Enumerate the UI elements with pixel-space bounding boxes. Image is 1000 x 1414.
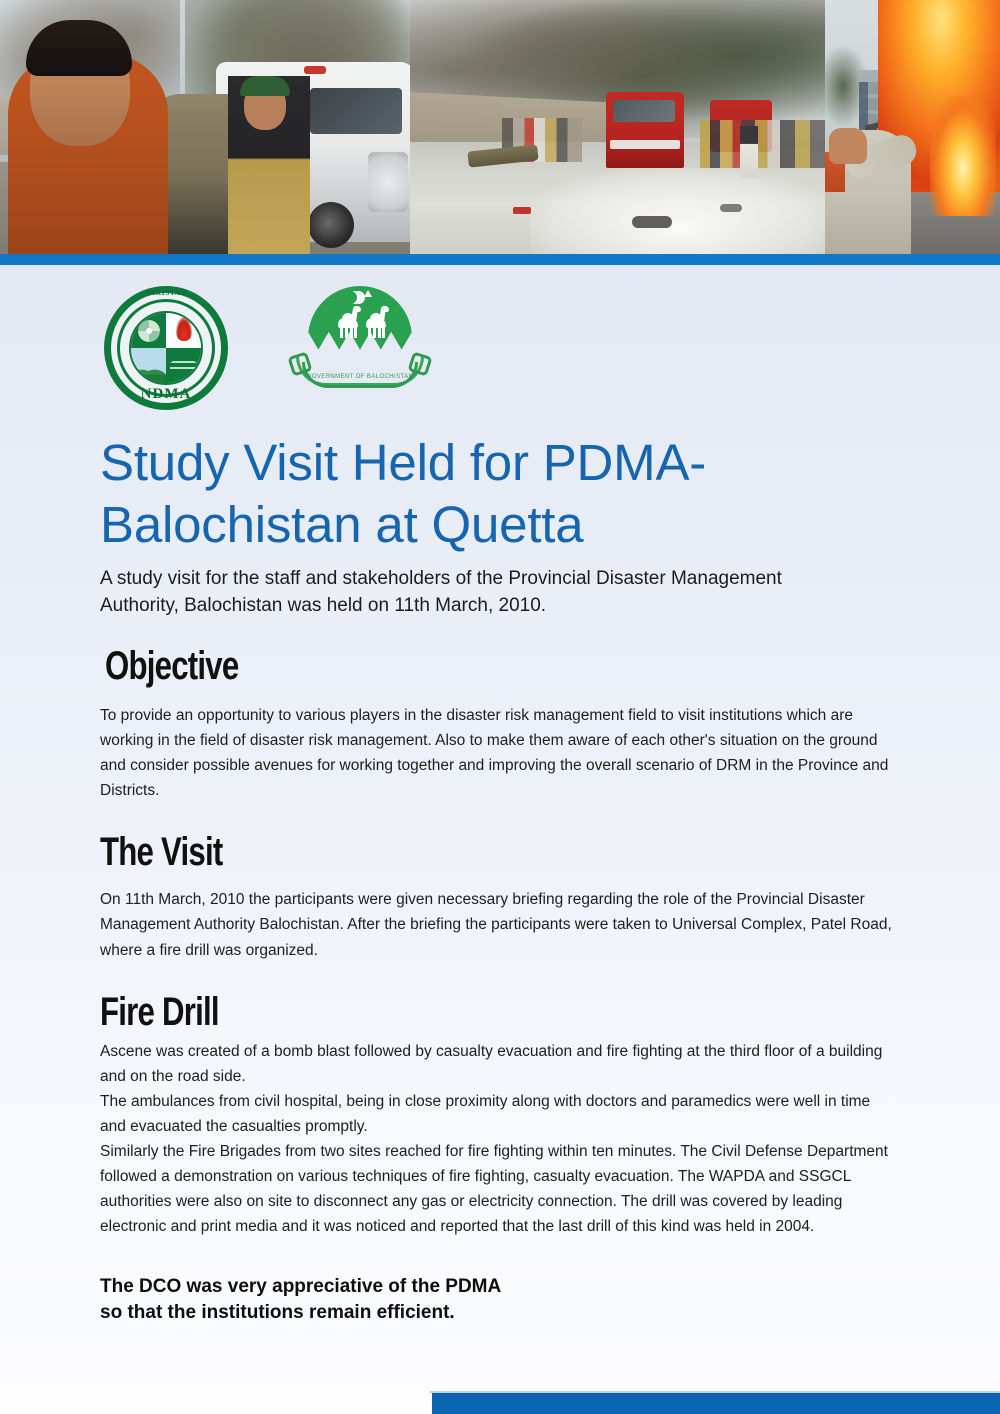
star-icon <box>364 290 372 297</box>
photo1-vehicle-spare-tyre-cover <box>368 152 408 212</box>
photo1-vehicle-window-rear <box>310 88 402 134</box>
photo-fire-and-man-shielding-face <box>825 0 1000 254</box>
page-subtitle: A study visit for the staff and stakeholders of the Provincial Disaster Management Authority, Balochistan was held on 11th March, 2010. <box>100 568 782 616</box>
photo2-red-debris <box>513 207 531 214</box>
section-body-fire-drill-3: Similarly the Fire Brigades from two sites reached for fire fighting within ten minutes. The Civil Defense Department followed a demonstration on various techniques of fire fighting, casualty evacuation. The WAPDA and SSGCL authorities were also on site to disconnect any gas or electricity connection. The drill was covered by leading electronic and print media and it was noticed and reported that the last drill of this kind was held in 2004. <box>100 1143 888 1236</box>
photo2-burn-mark <box>632 216 672 228</box>
section-body-fire-drill-1: Ascene was created of a bomb blast followed by casualty evacuation and fire fighting at the third floor of a building and on the road side. <box>100 1042 883 1085</box>
ndma-cyclone-icon <box>131 313 166 348</box>
photo2-crowd-right <box>700 120 825 168</box>
logo-row <box>104 286 430 410</box>
page-title-line-2: Balochistan at Quetta <box>100 496 584 554</box>
photo1-vehicle-beacon <box>304 66 326 74</box>
scroll-text: GOVERNMENT OF BALOCHISTAN <box>306 374 414 380</box>
balochistan-scroll <box>290 352 430 396</box>
section-heading-objective: Objective <box>105 643 239 688</box>
ndma-flame-icon <box>166 313 201 348</box>
photo1-vehicle-tyre <box>308 202 354 248</box>
camel-icon-right <box>366 308 388 338</box>
document-content <box>100 432 900 1327</box>
photo2-foam-patch <box>530 168 825 254</box>
ndma-flood-icon <box>166 348 201 383</box>
balochistan-government-emblem <box>290 286 430 396</box>
section-heading-the-visit: The Visit <box>100 830 223 875</box>
section-body-the-visit: On 11th March, 2010 the participants were given necessary briefing regarding the role of the Provincial Disaster Management Authority Balochistan. After the briefing the participants were taken to Universal Complex, Patel Road, where a fire drill was organized. <box>100 891 892 959</box>
section-body-objective: To provide an opportunity to various players in the disaster risk management field to visit institutions which are working in the field of disaster risk management. Also to make them aware of each other's situation on the ground and consider possible avenues for working together and improving the overall scenario of DRM in the Province and Districts. <box>100 706 889 800</box>
ndma-landslide-icon <box>131 348 166 383</box>
photo3-man-hand <box>829 128 867 164</box>
photo-fire-engines-on-street <box>410 0 825 254</box>
closing-line-1: The DCO was very appreciative of the PDMA <box>100 1275 502 1297</box>
closing-statement <box>100 1274 900 1328</box>
photo2-fire-engine-windscreen <box>613 100 675 122</box>
ndma-quadrants <box>129 311 203 385</box>
footer-bar <box>432 1393 1000 1414</box>
ndma-label: NDMA <box>140 386 192 402</box>
crescent-icon <box>348 291 361 304</box>
ndma-top-text: PAKISTAN <box>145 289 187 297</box>
photo-officials-and-police-with-vehicle <box>0 0 410 254</box>
blue-separator-bar <box>0 254 1000 265</box>
photo-band <box>0 0 1000 254</box>
photo3-flame-core <box>930 96 996 216</box>
photo2-fire-engine-bumper <box>610 140 680 149</box>
camel-icon-left <box>338 308 360 338</box>
photo1-police-officer-cap <box>240 76 290 96</box>
page-title-line-1: Study Visit Held for PDMA- <box>100 434 707 491</box>
ndma-logo <box>104 286 228 410</box>
photo2-road-debris <box>720 204 742 212</box>
page-title <box>100 432 900 556</box>
closing-line-2: so that the institutions remain efficient. <box>100 1302 455 1324</box>
section-body-fire-drill-2: The ambulances from civil hospital, being in close proximity along with doctors and paramedics were well in time and evacuated the casualties promptly. <box>100 1092 871 1135</box>
photo2-man-in-white <box>740 126 758 178</box>
section-heading-fire-drill: Fire Drill <box>100 989 219 1034</box>
